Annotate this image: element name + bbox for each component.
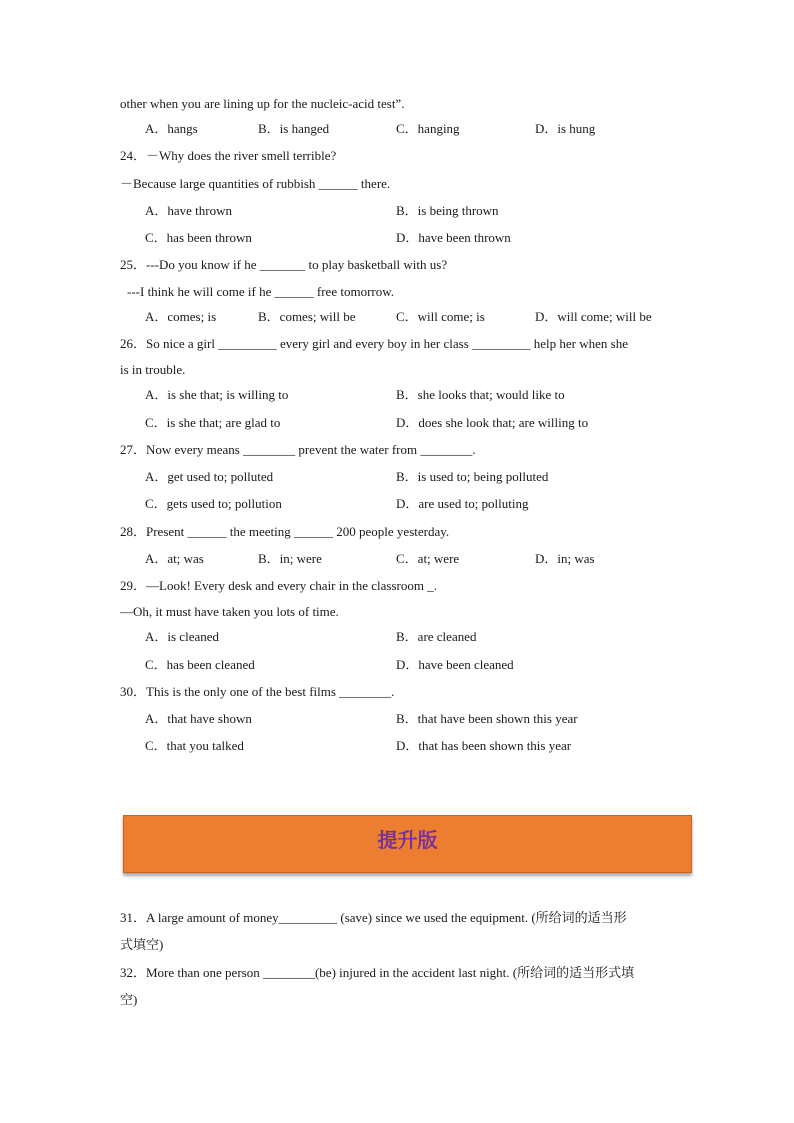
q28-option-b: B．in; were [258,551,322,566]
q26-stem-cont: is in trouble. [120,362,186,377]
section-banner [123,815,692,873]
section-banner-title: 提升版 [377,828,438,852]
q25-option-c: C．will come; is [396,309,485,324]
q25-option-b: B．comes; will be [258,309,356,324]
q26-stem: 26．So nice a girl _________ every girl and every boy in her class _________ help her when she [120,336,628,351]
q30-option-c: C．that you talked [145,738,244,753]
q23-option-a: A．hangs [145,121,198,136]
q27-option-c: C．gets used to; pollution [145,496,282,511]
q23-option-d: D．is hung [535,121,596,136]
q27-option-a: A．get used to; polluted [145,469,274,484]
q24-option-b: B．is being thrown [396,203,499,218]
q25-reply: ---I think he will come if he ______ free tomorrow. [127,284,395,299]
q24-option-a: A．have thrown [145,203,233,218]
q23-stem-tail: other when you are lining up for the nucleic-acid test”. [120,96,405,111]
q23-option-b: B．is hanged [258,121,330,136]
q25-option-a: A．comes; is [145,309,217,324]
q28-option-a: A．at; was [145,551,204,566]
q30-option-b: B．that have been shown this year [396,711,578,726]
q28-option-c: C．at; were [396,551,460,566]
q24-stem: 24．－Why does the river smell terrible? [120,148,337,163]
q29-option-c: C．has been cleaned [145,657,255,672]
q29-stem: 29．—Look! Every desk and every chair in the classroom _. [120,578,437,593]
q25-stem: 25．---Do you know if he _______ to play basketball with us? [120,257,448,272]
q29-option-a: A．is cleaned [145,629,220,644]
q30-option-a: A．that have shown [145,711,252,726]
q26-option-b: B．she looks that; would like to [396,387,565,402]
q27-option-b: B．is used to; being polluted [396,469,549,484]
q26-option-d: D．does she look that; are willing to [396,415,589,430]
q24-reply: －Because large quantities of rubbish ______ there. [120,176,391,191]
q29-option-b: B．are cleaned [396,629,477,644]
q29-reply: —Oh, it must have taken you lots of time. [120,604,339,619]
q24-option-d: D．have been thrown [396,230,511,245]
q28-option-d: D．in; was [535,551,595,566]
q26-option-a: A．is she that; is willing to [145,387,289,402]
q27-stem: 27．Now every means ________ prevent the water from ________. [120,442,476,457]
q26-option-c: C．is she that; are glad to [145,415,281,430]
q25-option-d: D．will come; will be [535,309,652,324]
q30-stem: 30．This is the only one of the best films ________. [120,684,395,699]
q31-stem: 31．A large amount of money_________ (save) since we used the equipment. (所给词的适当形 [120,910,627,925]
q32-stem-cont: 空) [120,992,138,1007]
q23-option-c: C．hanging [396,121,460,136]
q31-stem-cont: 式填空) [120,937,164,952]
q28-stem: 28．Present ______ the meeting ______ 200 people yesterday. [120,524,450,539]
q32-stem: 32．More than one person ________(be) injured in the accident last night. (所给词的适当形式填 [120,965,635,980]
q29-option-d: D．have been cleaned [396,657,514,672]
q27-option-d: D．are used to; polluting [396,496,529,511]
q30-option-d: D．that has been shown this year [396,738,572,753]
q24-option-c: C．has been thrown [145,230,252,245]
